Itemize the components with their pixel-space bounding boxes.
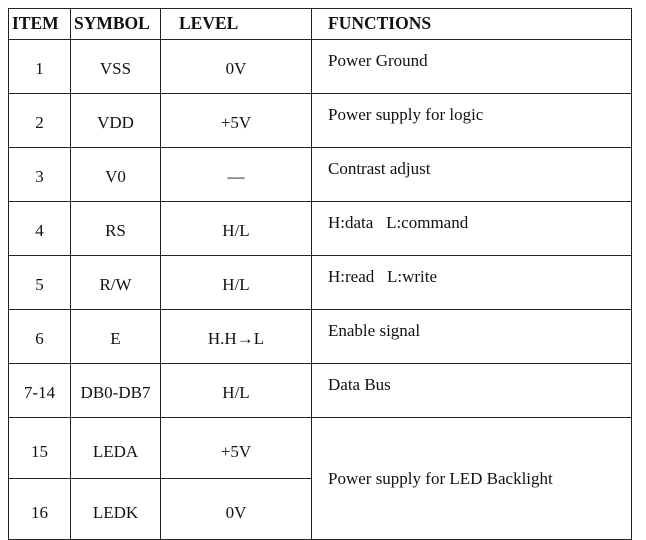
- cell-item: 6: [9, 310, 71, 364]
- table-row: [9, 310, 632, 364]
- table-row: [9, 418, 632, 479]
- cell-function: H:data L:command: [312, 202, 632, 256]
- cell-symbol: E: [71, 310, 161, 364]
- header-item: ITEM: [9, 9, 71, 40]
- cell-symbol: DB0-DB7: [71, 364, 161, 418]
- cell-level: —: [161, 148, 312, 202]
- cell-level: +5V: [161, 418, 312, 479]
- table-row: [9, 256, 632, 310]
- cell-level: H/L: [161, 256, 312, 310]
- cell-item: 3: [9, 148, 71, 202]
- cell-item: 15: [9, 418, 71, 479]
- table-row: [9, 364, 632, 418]
- cell-function: Power Ground: [312, 40, 632, 94]
- cell-item: 16: [9, 479, 71, 540]
- table-header-row: [9, 9, 632, 40]
- cell-symbol: LEDA: [71, 418, 161, 479]
- cell-function: Data Bus: [312, 364, 632, 418]
- header-symbol: SYMBOL: [71, 9, 161, 40]
- cell-level: H/L: [161, 202, 312, 256]
- cell-item: 4: [9, 202, 71, 256]
- cell-function: Enable signal: [312, 310, 632, 364]
- cell-function: H:read L:write: [312, 256, 632, 310]
- cell-item: 1: [9, 40, 71, 94]
- cell-symbol: LEDK: [71, 479, 161, 540]
- table-row: [9, 202, 632, 256]
- cell-level: H/L: [161, 364, 312, 418]
- cell-symbol: R/W: [71, 256, 161, 310]
- cell-item: 7-14: [9, 364, 71, 418]
- table-row: [9, 40, 632, 94]
- table-row: [9, 148, 632, 202]
- cell-item: 5: [9, 256, 71, 310]
- cell-symbol: V0: [71, 148, 161, 202]
- cell-function-merged: Power supply for LED Backlight: [312, 418, 632, 540]
- cell-function: Contrast adjust: [312, 148, 632, 202]
- cell-function: Power supply for logic: [312, 94, 632, 148]
- cell-item: 2: [9, 94, 71, 148]
- cell-level: H.H→L: [161, 310, 312, 364]
- pin-function-table: [8, 8, 632, 540]
- table-row: [9, 94, 632, 148]
- header-functions: FUNCTIONS: [312, 9, 632, 40]
- cell-level: 0V: [161, 479, 312, 540]
- cell-level: 0V: [161, 40, 312, 94]
- cell-level: +5V: [161, 94, 312, 148]
- header-level: LEVEL: [161, 9, 312, 40]
- cell-symbol: RS: [71, 202, 161, 256]
- cell-symbol: VDD: [71, 94, 161, 148]
- cell-symbol: VSS: [71, 40, 161, 94]
